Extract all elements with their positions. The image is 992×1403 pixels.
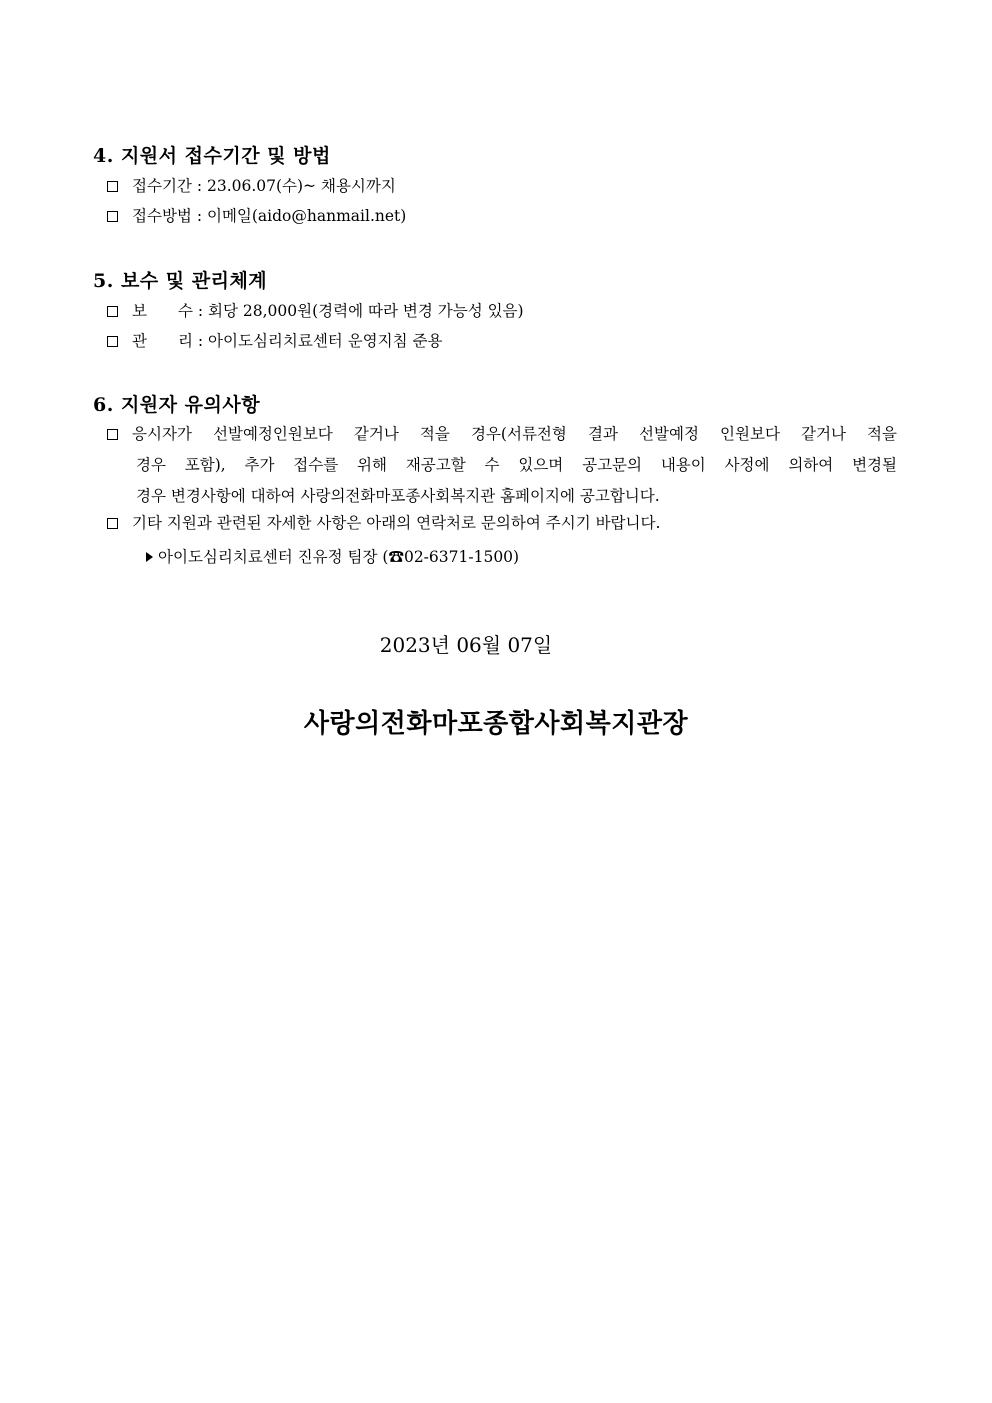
contact-line	[146, 545, 519, 567]
section-4-title: 4. 지원서 접수기간 및 방법	[93, 145, 331, 167]
signer-title: 사랑의전화마포종합사회복지관장	[303, 709, 689, 739]
section-6-inquiry	[107, 516, 660, 532]
checkbox-icon	[107, 306, 118, 317]
notice-line-1	[107, 419, 897, 450]
contact-text: 아이도심리치료센터 진유정 팀장 (☎02-6371-1500)	[158, 548, 520, 566]
inquiry-text: 기타 지원과 관련된 자세한 사항은 아래의 연락처로 문의하여 주시기 바랍니다.	[132, 514, 661, 532]
checkbox-icon	[107, 429, 118, 440]
section-5-item-management	[107, 334, 442, 350]
item-text: 접수방법 : 이메일(aido@hanmail.net)	[132, 207, 407, 225]
item-text: 관 리 : 아이도심리치료센터 운영지침 준용	[132, 332, 443, 350]
section-6-title: 6. 지원자 유의사항	[93, 394, 261, 416]
section-5-item-pay	[107, 304, 524, 320]
checkbox-icon	[107, 518, 118, 529]
checkbox-icon	[107, 181, 118, 192]
section-4-item-period	[107, 179, 396, 195]
section-4-item-method	[107, 209, 406, 225]
item-text: 접수기간 : 23.06.07(수)~ 채용시까지	[132, 177, 396, 195]
notice-line-1-text: 응시자가 선발예정인원보다 같거나 적을 경우(서류전형 결과 선발예정 인원보다 같거나 적을	[132, 425, 897, 443]
notice-line-3: 경우 변경사항에 대하여 사랑의전화마포종사회복지관 홈페이지에 공고합니다.	[136, 487, 660, 505]
section-5-title: 5. 보수 및 관리체계	[93, 270, 268, 292]
checkbox-icon	[107, 211, 118, 222]
checkbox-icon	[107, 336, 118, 347]
notice-line-2: 경우 포함), 추가 접수를 위해 재공고할 수 있으며 공고문의 내용이 사정에 의하여 변경될	[136, 456, 897, 474]
item-text: 보 수 : 회당 28,000원(경력에 따라 변경 가능성 있음)	[132, 302, 524, 320]
section-6-notice	[107, 419, 897, 512]
document-date: 2023년 06월 07일	[379, 633, 553, 657]
triangle-bullet-icon	[146, 552, 153, 562]
